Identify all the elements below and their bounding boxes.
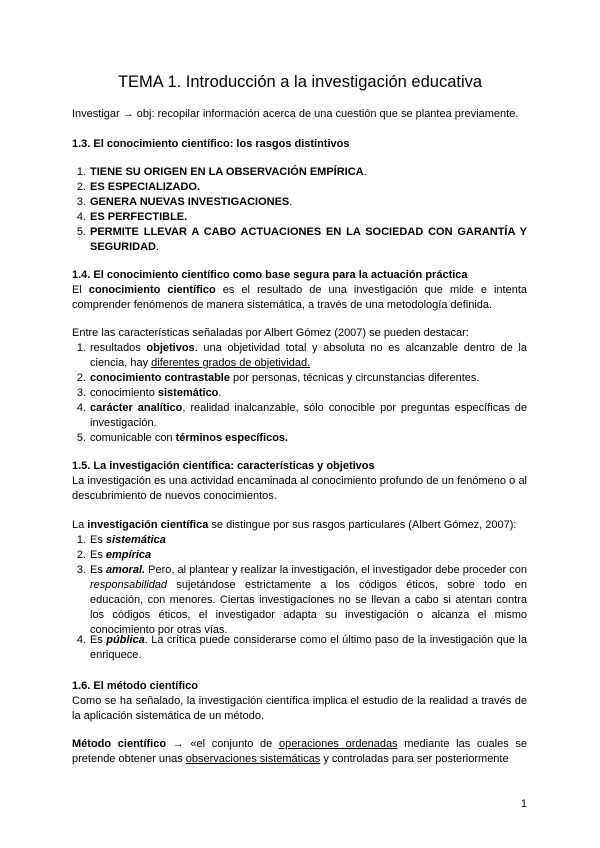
document-title: TEMA 1. Introducción a la investigación educativa <box>117 73 483 91</box>
list-item: 5. PERMITE LLEVAR A CABO ACTUACIONES EN LA SOCIEDAD CON GARANTÍA Y SEGURIDAD. <box>76 226 527 253</box>
section-1-6-paragraph: Como se ha señalado, la investigación científica implica el estudio de la realidad a través de la aplicación sistemática de un método. <box>72 695 527 722</box>
section-1-4-paragraph: El conocimiento científico es el resultado de una investigación que mide e intenta comprender fenómenos de manera sistemática, a través de una metodología definida. <box>72 284 528 311</box>
list-item: 4. carácter analítico, realidad inalcanzable, sólo conocible por preguntas específicas de investigación. <box>76 402 527 429</box>
section-1-3-heading: 1.3. El conocimiento científico: los rasgos distintivos <box>72 138 350 150</box>
list-item: 5. comunicable con términos específicos. <box>76 432 289 444</box>
section-1-4-lead: Entre las características señaladas por Albert Gómez (2007) se pueden destacar: <box>72 327 469 339</box>
list-item: 3. Es amoral. Pero, al plantear y realizar la investigación, el investigador debe proceder con responsabilidad sujetándose estrictamente a los códigos éticos, sobre todo en educación, con menores. Ciertas investigaciones no se llevan a cabo si atentan contra los códigos éticos, el investigador adapta su investigación o alcanza el mismo conocimiento por otras vías. <box>76 564 527 636</box>
list-item: 2. conocimiento contrastable por personas, técnicas y circunstancias diferentes. <box>76 372 480 384</box>
section-1-4-heading: 1.4. El conocimiento científico como base segura para la actuación práctica <box>72 269 468 281</box>
list-item: 1. Es sistemática <box>76 534 166 546</box>
list-item: 1. resultados objetivos. una objetividad total y absoluta no es alcanzable dentro de la ciencia, hay diferentes grados de objetividad. <box>76 342 527 369</box>
list-item: 2. Es empírica <box>76 549 152 561</box>
list-item: 3. GENERA NUEVAS INVESTIGACIONES. <box>76 196 293 208</box>
list-item: 4. ES PERFECTIBLE. <box>76 211 188 223</box>
section-1-5-heading: 1.5. La investigación científica: características y objetivos <box>72 460 375 472</box>
section-1-5-paragraph: La investigación es una actividad encaminada al conocimiento profundo de un fenómeno o al descubrimiento de nuevos conocimientos. <box>72 475 527 502</box>
page-number: 1 <box>520 798 527 810</box>
list-item: 1. TIENE SU ORIGEN EN LA OBSERVACIÓN EMPÍRICA. <box>76 166 367 178</box>
section-1-6-definition: Método científico → «el conjunto de operaciones ordenadas mediante las cuales se pretende obtener unas observaciones sistemáticas y controladas para ser posteriormente <box>72 738 527 765</box>
section-1-6-heading: 1.6. El método científico <box>72 680 198 692</box>
list-item: 2. ES ESPECIALIZADO. <box>76 181 201 193</box>
list-item: 4. Es pública. La crítica puede considerarse como el último paso de la investigación que la enriquece. <box>76 634 527 661</box>
section-1-5-lead: La investigación científica se distingue por sus rasgos particulares (Albert Gómez, 2007): <box>72 519 517 531</box>
list-item: 3. conocimiento sistemático. <box>76 387 222 399</box>
intro-paragraph: Investigar → obj: recopilar información acerca de una cuestión que se plantea previamente. <box>72 108 519 120</box>
